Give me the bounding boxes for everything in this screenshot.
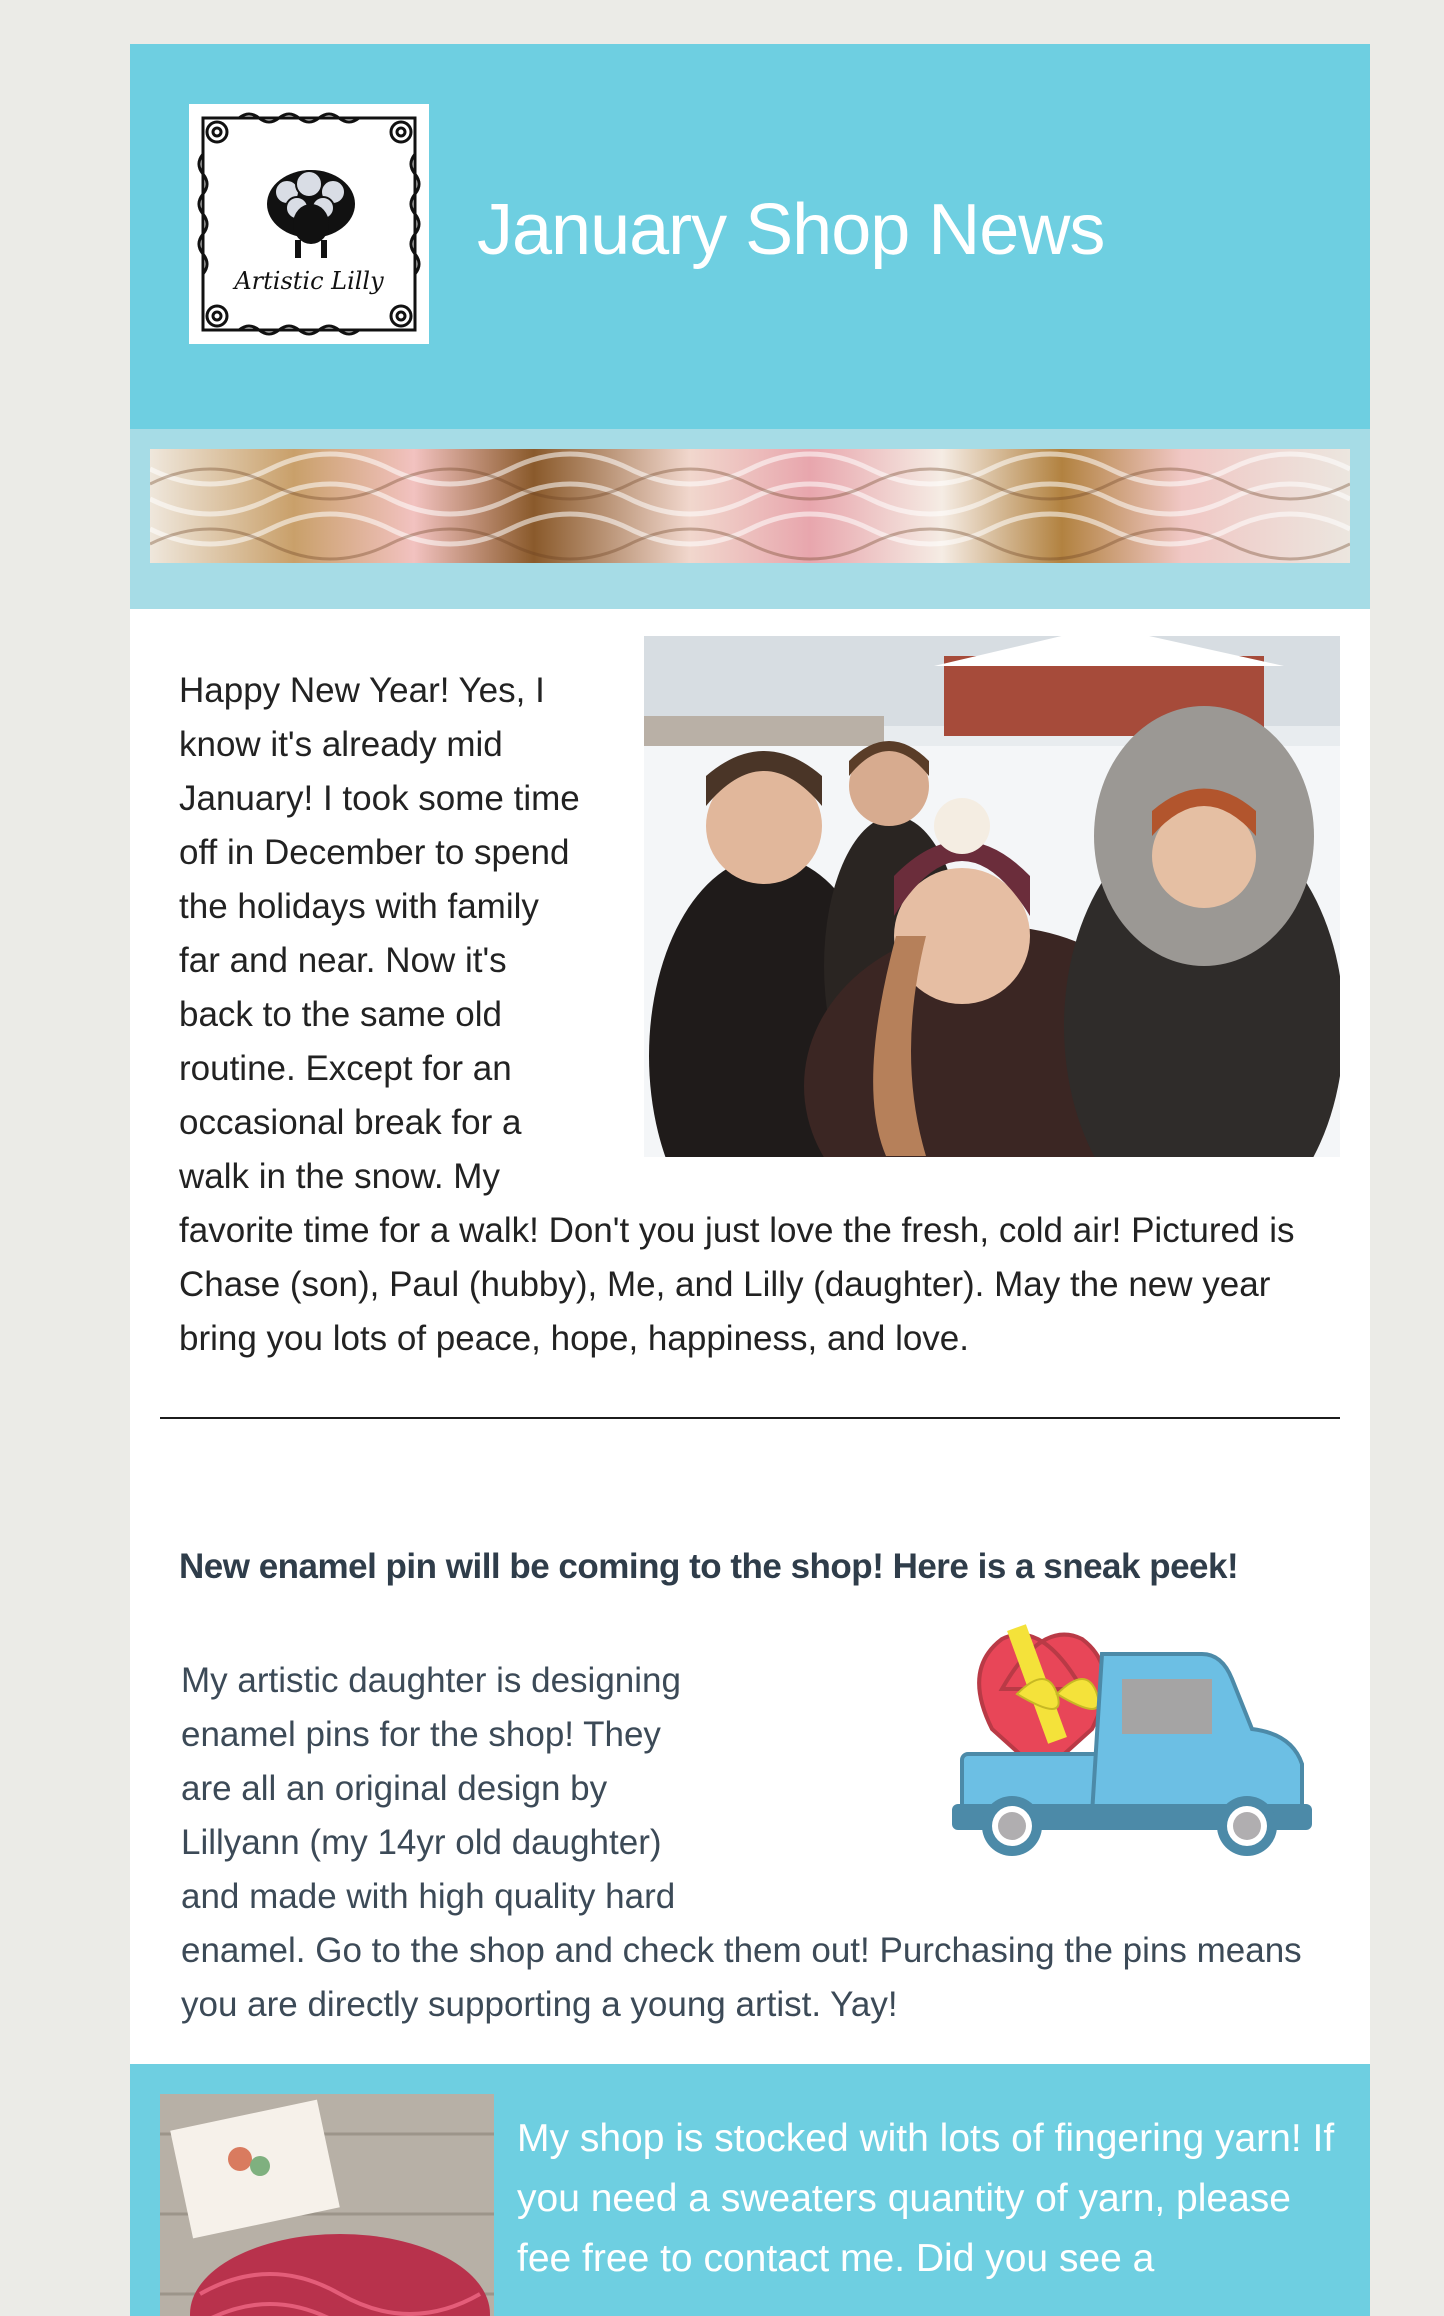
promo-paragraph: My shop is stocked with lots of fingering yarn! If you need a sweaters quantity of yarn, please fee free to contact me. Did you see a — [517, 2117, 1335, 2280]
sheep-logo-icon — [189, 104, 429, 344]
email-container — [130, 44, 1370, 2316]
promo-section — [130, 2064, 1370, 2316]
yarn-banner-image — [150, 449, 1350, 563]
pins-paragraph: My artistic daughter is designing enamel pins for the shop! They are all an original design by Lillyann (my 14yr old daughter) and made with high quality hard enamel. Go to the shop and check them out! Purchasing the pins means you are directly supporting a young artist. Yay! — [181, 1661, 1302, 2024]
pins-heading: New enamel pin will be coming to the shop! Here is a sneak peek! — [179, 1547, 1239, 1586]
svg-text:Artistic Lilly: Artistic Lilly — [234, 267, 384, 295]
section-divider — [160, 1417, 1340, 1419]
newsletter-title: January Shop News — [477, 190, 1105, 270]
yarn-skein-photo — [160, 2094, 494, 2316]
intro-paragraph: Happy New Year! Yes, I know it's already mid January! I took some time off in December to spend the holidays with family far and near. Now it's back to the same old routine. Except for an occasional break for a walk in the snow. My favorite time for a walk! Don't you just love the fresh, cold air! Pictured is Chase (son), Paul (hubby), Me, and Lilly (daughter). May the new year bring you lots of peace, hope, happiness, and love. — [179, 671, 1295, 1358]
yarn-banner-section — [130, 429, 1370, 609]
header — [130, 44, 1370, 429]
shop-logo[interactable] — [189, 104, 429, 344]
